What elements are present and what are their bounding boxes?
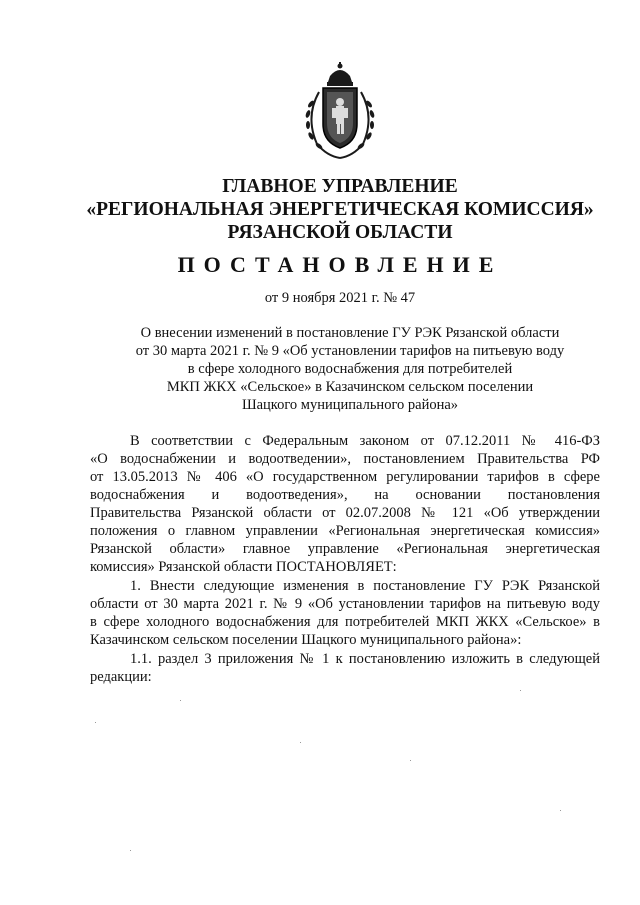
preamble-paragraph xyxy=(90,432,600,576)
paragraph-line: Казачинском сельском поселении Шацкого муниципального района»: xyxy=(90,632,522,648)
document-type-heading: ПОСТАНОВЛЕНИЕ xyxy=(177,252,503,277)
agency-line-2: «РЕГИОНАЛЬНАЯ ЭНЕРГЕТИЧЕСКАЯ КОМИССИЯ» xyxy=(86,199,594,220)
document-title xyxy=(80,324,620,414)
item-1-1-paragraph xyxy=(90,650,600,686)
agency-line-1: ГЛАВНОЕ УПРАВЛЕНИЕ xyxy=(222,176,458,197)
paragraph-line: от 13.05.2013 № 406 «О государственном регулировании тарифов в сфере xyxy=(90,469,600,485)
agency-line-3: РЯЗАНСКОЙ ОБЛАСТИ xyxy=(227,222,453,243)
paragraph-line: 1.1. раздел 3 приложения № 1 к постановлению изложить в следующей xyxy=(130,651,600,667)
paragraph-line: редакции: xyxy=(90,669,152,685)
paragraph-line: В соответствии с Федеральным законом от 07.12.2011 № 416-ФЗ xyxy=(130,433,600,449)
document-date-number: от 9 ноября 2021 г. № 47 xyxy=(264,290,416,306)
item-1-paragraph xyxy=(90,577,600,649)
paragraph-line: комиссия» Рязанской области ПОСТАНОВЛЯЕТ: xyxy=(90,559,397,575)
paragraph-line: «О водоснабжении и водоотведении», постановлением Правительства РФ xyxy=(90,451,600,467)
title-line: О внесении изменений в постановление ГУ РЭК Рязанской области xyxy=(140,325,560,341)
title-line: от 30 марта 2021 г. № 9 «Об установлении тарифов на питьевую воду xyxy=(135,343,565,359)
paragraph-line: водоснабжения и водоотведения», на основании постановления xyxy=(90,487,600,503)
paragraph-line: в сфере холодного водоснабжения для потребителей МКП ЖКХ «Сельское» в xyxy=(90,614,600,630)
paragraph-line: области от 30 марта 2021 г. № 9 «Об установлении тарифов на питьевую воду xyxy=(90,596,600,612)
paragraph-line: положения о главном управлении «Региональная энергетическая комиссия» xyxy=(90,523,600,539)
coat-of-arms-emblem xyxy=(297,62,383,162)
paragraph-line: Рязанской области» главное управление «Региональная энергетическая xyxy=(90,541,600,557)
title-line: МКП ЖКХ «Сельское» в Казачинском сельском поселении xyxy=(166,379,534,395)
paragraph-line: 1. Внести следующие изменения в постановление ГУ РЭК Рязанской xyxy=(130,578,600,594)
agency-name xyxy=(60,175,620,244)
title-line: Шацкого муниципального района» xyxy=(241,397,459,413)
title-line: в сфере холодного водоснабжения для потребителей xyxy=(187,361,513,377)
paragraph-line: Правительства Рязанской области от 02.07.2008 № 121 «Об утверждении xyxy=(90,505,600,521)
